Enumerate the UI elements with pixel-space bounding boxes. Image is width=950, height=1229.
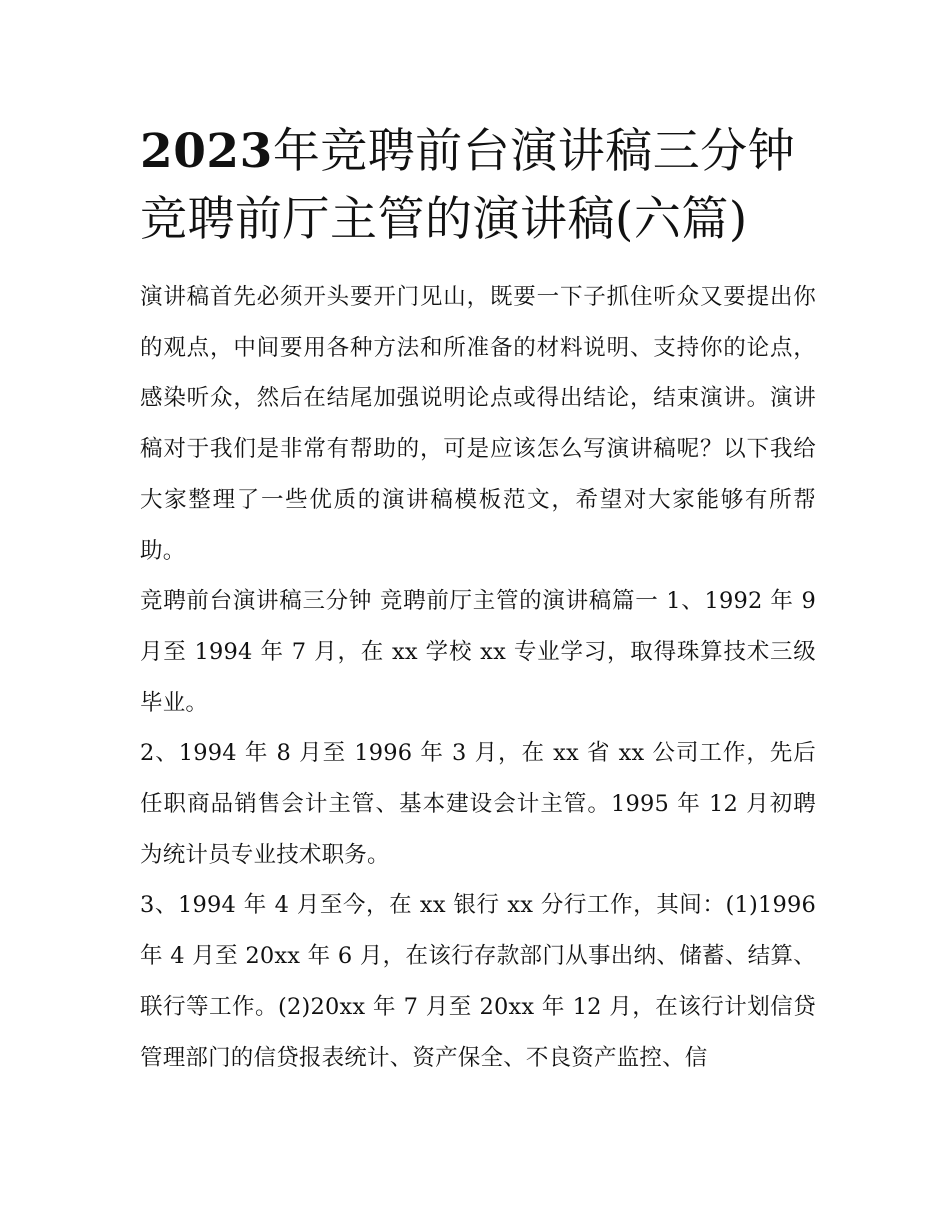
title-text: 年竞聘前台演讲稿三分钟竞聘前厅主管的演讲稿(六篇) (140, 124, 796, 247)
paragraph-3: 3、1994 年 4 月至今，在 xx 银行 xx 分行工作，其间：(1)1996 年 4 月至 20xx 年 6 月，在该行存款部门从事出纳、储蓄、结算、联行等工作。(2)20xx 年 7 月至 20xx 年 12 月，在该行计划信贷管理部门的信贷报表统计、资产保全、不良资产监控、信 (140, 892, 816, 1071)
paragraph-2: 2、1994 年 8 月至 1996 年 3 月，在 xx 省 xx 公司工作，先后任职商品销售会计主管、基本建设会计主管。1995 年 12 月初聘为统计员专业技术职务。 (140, 740, 816, 868)
document-page (140, 118, 816, 1083)
title-year: 2023 (140, 124, 273, 179)
document-title (140, 118, 816, 254)
document-body (140, 272, 816, 1083)
intro-paragraph: 演讲稿首先必须开头要开门见山，既要一下子抓住听众又要提出你的观点，中间要用各种方法和所准备的材料说明、支持你的论点，感染听众，然后在结尾加强说明论点或得出结论，结束演讲。演讲稿对于我们是非常有帮助的，可是应该怎么写演讲稿呢？以下我给大家整理了一些优质的演讲稿模板范文，希望对大家能够有所帮助。 (140, 284, 816, 564)
paragraph-1: 竞聘前台演讲稿三分钟 竞聘前厅主管的演讲稿篇一 1、1992 年 9 月至 1994 年 7 月，在 xx 学校 xx 专业学习，取得珠算技术三级毕业。 (140, 588, 816, 716)
